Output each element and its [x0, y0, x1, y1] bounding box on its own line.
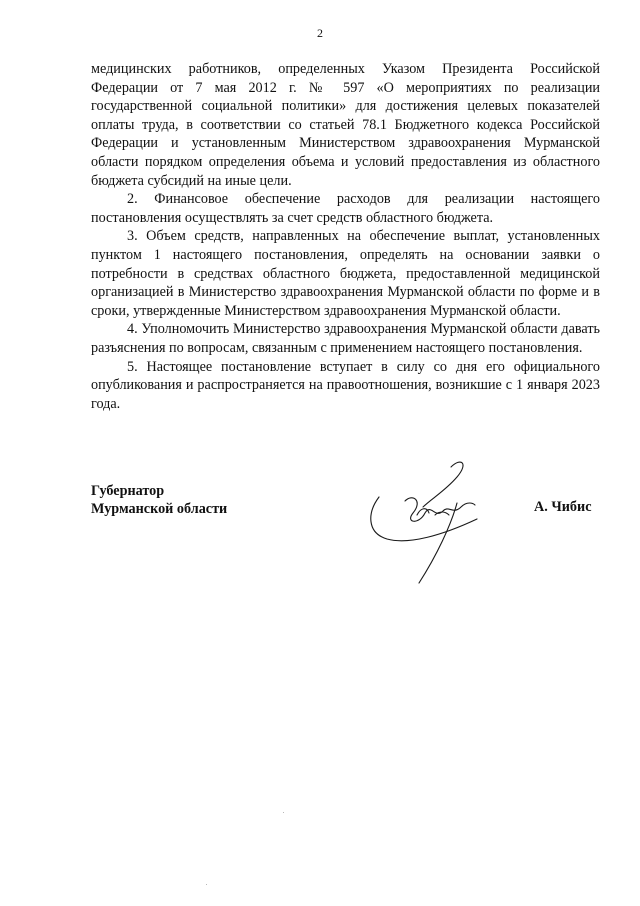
paragraph-continuation: медицинских работников, определенных Указом Президента Российской Федерации от 7 мая 2012 г. № 597 «О мероприятиях по реализации государственной социальной политики» для достижения целевых показателей оплаты труда, в соответствии со статьей 78.1 Бюджетного кодекса Российской Федерации и установленным Министерством здравоохранения Мурманской области порядком определения объема и условий предоставления из областного бюджета субсидий на иные цели. — [91, 61, 600, 189]
handwritten-signature — [365, 455, 495, 590]
paragraph-3: 3. Объем средств, направленных на обеспечение выплат, установленных пунктом 1 настоящего постановления, определять на основании заявки о потребности в средствах областного бюджета, предоставленной медицинской организацией в Министерство здравоохранения Мурманской области по форме и в сроки, утвержденные Министерством здравоохранения Мурманской области. — [91, 228, 600, 319]
signatory-title-line2: Мурманской области — [91, 501, 228, 517]
signatory-title — [91, 482, 227, 518]
scan-artifact — [283, 812, 284, 813]
signatory-name: А. Чибис — [534, 499, 592, 515]
scan-artifact — [206, 884, 207, 885]
document-body — [91, 60, 600, 413]
page-number: 2 — [317, 26, 323, 40]
paragraph-4: 4. Уполномочить Министерство здравоохранения Мурманской области давать разъяснения по вопросам, связанным с применением настоящего постановления. — [91, 321, 600, 356]
paragraph-2: 2. Финансовое обеспечение расходов для реализации настоящего постановления осуществлять за счет средств областного бюджета. — [91, 191, 600, 226]
paragraph-5: 5. Настоящее постановление вступает в силу со дня его официального опубликования и распространяется на правоотношения, возникшие с 1 января 2023 года. — [91, 358, 600, 412]
signatory-title-line1: Губернатор — [91, 483, 165, 499]
